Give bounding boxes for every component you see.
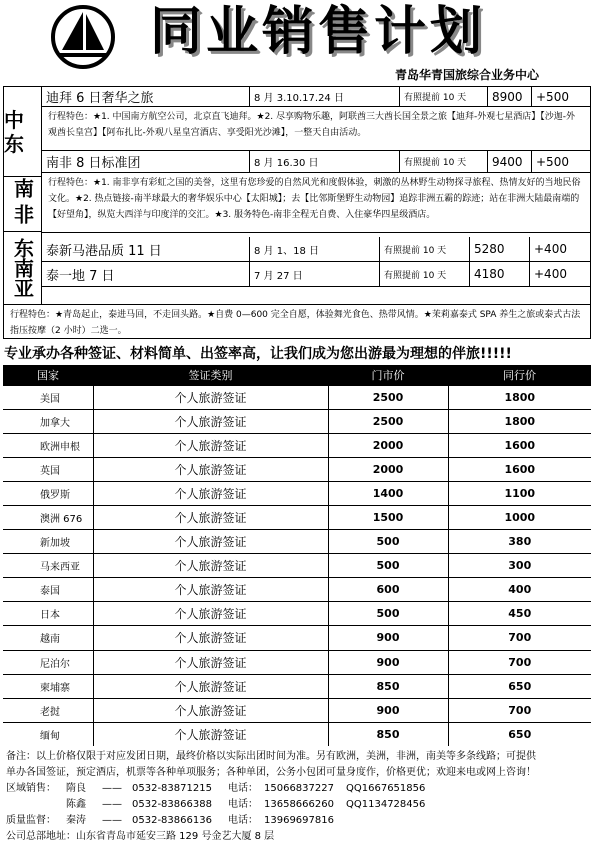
retail-price-cell: 600 [328,578,448,602]
tour-description-south-africa: 行程特色：★1. 南非享有彩虹之国的美誉，这里有您珍爱的自然风光和度假体验，刺激的丛林野生动物探寻旅程、热情友好的当地民俗文化。★2. 热点链接-南半球最大的奢华娱乐中心【太阳城】；去【比邻斯堡野生动物园】追踪非洲五霸的踪迹；站在非洲大陆最南端的【好望角】，纵览大西洋与印度洋的交汇。★3. 服务特色-南非全程无自费、入住豪华四星级酒店。 [42,173,590,233]
contact-role: 质量监督： [6,815,56,826]
tour-price: 4180 [470,262,530,286]
retail-price-cell: 900 [328,626,448,650]
trade-price-cell: 450 [448,602,591,626]
footer-note-line: 备注：以上价格仅限于对应发团日期，最终价格以实际出团时间为准。另有欧洲，美洲，非洲，南美等多条线路；可提供 [6,751,536,762]
table-row [3,409,591,433]
contact-phone: —— 0532-83866136 [102,815,212,826]
country-cell: 加拿大 [3,409,93,433]
table-row [3,602,591,626]
table-row [3,698,591,722]
trade-price-cell: 1600 [448,457,591,481]
retail-price-cell: 900 [328,650,448,674]
country-cell: 新加坡 [3,530,93,554]
tour-visa-note: 有照提前 10 天 [380,262,470,286]
retail-price-cell: 500 [328,530,448,554]
retail-price-cell: 2500 [328,385,448,409]
tour-section [3,86,591,339]
table-row [3,578,591,602]
table-header-row [3,365,591,385]
visa-slogan: 专业承办各种签证、材料简单、出签率高，让我们成为您出游最为理想的伴旅!!!!! [4,346,512,362]
header [0,0,595,86]
retail-price-cell: 900 [328,698,448,722]
trade-price-cell: 400 [448,578,591,602]
contact-name: 陈鑫 [66,799,86,810]
region-label-south-africa: 南非 [4,177,42,232]
region-label-middle-east: 中东 [4,87,42,177]
visa-type-cell: 个人旅游签证 [93,698,328,722]
country-cell: 越南 [3,626,93,650]
retail-price-cell: 850 [328,674,448,698]
table-row [3,481,591,505]
tour-dates: 8 月 1、18 日 [250,237,380,261]
tour-visa-note: 有照提前 10 天 [380,237,470,261]
trade-price-cell: 700 [448,698,591,722]
contact-phone: —— 0532-83866388 [102,799,212,810]
visa-type-cell: 个人旅游签证 [93,433,328,457]
visa-type-cell: 个人旅游签证 [93,722,328,746]
country-cell: 泰国 [3,578,93,602]
tour-row-dubai [42,87,590,107]
retail-price-cell: 2000 [328,433,448,457]
tour-description-dubai: 行程特色：★1. 中国南方航空公司，北京直飞迪拜。★2. 尽享购物乐趣，阿联酋三大酋长国全景之旅【迪拜-外观七星酒店】【沙迦-外观酋长皇宫】【阿布扎比-外观八星皇宫酒店、享受阳光沙滩】，一整天自由活动。 [42,107,590,151]
country-cell: 缅甸 [3,722,93,746]
trade-price-cell: 1800 [448,385,591,409]
retail-price-cell: 850 [328,722,448,746]
tour-dates: 7 月 27 日 [250,262,380,286]
tour-name: 迪拜 6 日奢华之旅 [42,87,250,106]
contact-qq: QQ1134728456 [346,799,426,810]
retail-price-cell: 500 [328,554,448,578]
page-title: 同业销售计划 [150,2,487,62]
agency-name: 青岛华青国旅综合业务中心 [395,68,540,82]
contact-row [6,797,592,813]
country-cell: 日本 [3,602,93,626]
tour-name: 泰一地 7 日 [42,262,250,286]
trade-price-cell: 650 [448,722,591,746]
col-header-visa-type: 签证类别 [93,365,328,385]
company-address: 公司总部地址：山东省青岛市延安三路 129 号金艺大厦 8 层 [6,831,275,842]
country-cell: 柬埔寨 [3,674,93,698]
visa-type-cell: 个人旅游签证 [93,554,328,578]
trade-price-cell: 650 [448,674,591,698]
footer-note-line: 单办各国签证，预定酒店，机票等各种单项服务；各种单团，公务小包团可量身度作，价格更优；欢迎来电或网上咨询！ [6,767,536,778]
visa-type-cell: 个人旅游签证 [93,578,328,602]
visa-type-cell: 个人旅游签证 [93,505,328,529]
table-row [3,554,591,578]
tour-name: 南非 8 日标准团 [42,151,250,172]
region-label-southeast-asia: 东南亚 [4,232,42,304]
contact-phone: —— 0532-83871215 [102,783,212,794]
trade-price-cell: 1800 [448,409,591,433]
country-cell: 尼泊尔 [3,650,93,674]
tour-surcharge: +400 [534,242,567,256]
tour-dates: 8 月 3.10.17.24 日 [250,87,400,106]
tour-surcharge: +500 [536,89,569,104]
sailboat-logo-icon [50,4,116,70]
tour-surcharge: +400 [534,267,567,281]
retail-price-cell: 2000 [328,457,448,481]
retail-price-cell: 1400 [328,481,448,505]
trade-price-cell: 380 [448,530,591,554]
footer [6,749,592,842]
visa-type-cell: 个人旅游签证 [93,626,328,650]
tour-visa-note: 有照提前 10 天 [400,151,488,172]
contact-mobile: 13969697816 [264,815,334,826]
retail-price-cell: 1500 [328,505,448,529]
col-header-country: 国家 [3,365,93,385]
tour-surcharge: +500 [536,154,569,169]
tour-dates: 8 月 16.30 日 [250,151,400,172]
contact-mobile-label: 电话： [228,815,258,826]
contact-qq: QQ1667651856 [346,783,426,794]
contact-row [6,781,592,797]
table-row [3,505,591,529]
tour-row-thai-sg-my [42,237,590,262]
trade-price-cell: 300 [448,554,591,578]
country-cell: 马来西亚 [3,554,93,578]
country-cell: 美国 [3,385,93,409]
table-row [3,650,591,674]
trade-price-cell: 1100 [448,481,591,505]
visa-price-table [3,365,591,746]
visa-type-cell: 个人旅游签证 [93,409,328,433]
tour-price: 8900 [488,87,532,106]
table-row [3,626,591,650]
table-row [3,433,591,457]
visa-type-cell: 个人旅游签证 [93,457,328,481]
contact-mobile-label: 电话： [228,799,258,810]
contact-row [6,813,592,829]
retail-price-cell: 2500 [328,409,448,433]
visa-type-cell: 个人旅游签证 [93,481,328,505]
trade-price-cell: 700 [448,626,591,650]
tour-name: 泰新马港品质 11 日 [42,237,250,261]
tour-row-south-africa [42,151,590,173]
tour-row-thailand [42,262,590,287]
col-header-trade-price: 同行价 [448,365,591,385]
country-cell: 欧洲申根 [3,433,93,457]
trade-price-cell: 1000 [448,505,591,529]
table-row [3,457,591,481]
visa-type-cell: 个人旅游签证 [93,650,328,674]
visa-type-cell: 个人旅游签证 [93,530,328,554]
contact-mobile: 13658666260 [264,799,334,810]
country-cell: 英国 [3,457,93,481]
trade-price-cell: 700 [448,650,591,674]
contact-name: 秦涛 [66,815,86,826]
contact-mobile: 15066837227 [264,783,334,794]
visa-type-cell: 个人旅游签证 [93,674,328,698]
visa-type-cell: 个人旅游签证 [93,385,328,409]
table-row [3,722,591,746]
trade-price-cell: 1600 [448,433,591,457]
tour-price: 9400 [488,151,532,172]
tour-description-southeast-asia: 行程特色：★青岛起止，泰进马回，不走回头路。★自费 0—600 完全自愿，体验舞光食色、热带风情。★茉莉嘉泰式 SPA 养生之旅或泰式古法指压按摩（2 小时）二选一。 [4,304,590,339]
col-header-retail-price: 门市价 [328,365,448,385]
contact-role: 区域销售： [6,783,56,794]
contact-mobile-label: 电话： [228,783,258,794]
tour-visa-note: 有照提前 10 天 [400,87,488,106]
table-row [3,530,591,554]
visa-type-cell: 个人旅游签证 [93,602,328,626]
country-cell: 澳洲 676 [3,505,93,529]
table-row [3,674,591,698]
tour-price: 5280 [470,237,530,261]
contact-name: 隋良 [66,783,86,794]
table-row [3,385,591,409]
country-cell: 老挝 [3,698,93,722]
country-cell: 俄罗斯 [3,481,93,505]
retail-price-cell: 500 [328,602,448,626]
